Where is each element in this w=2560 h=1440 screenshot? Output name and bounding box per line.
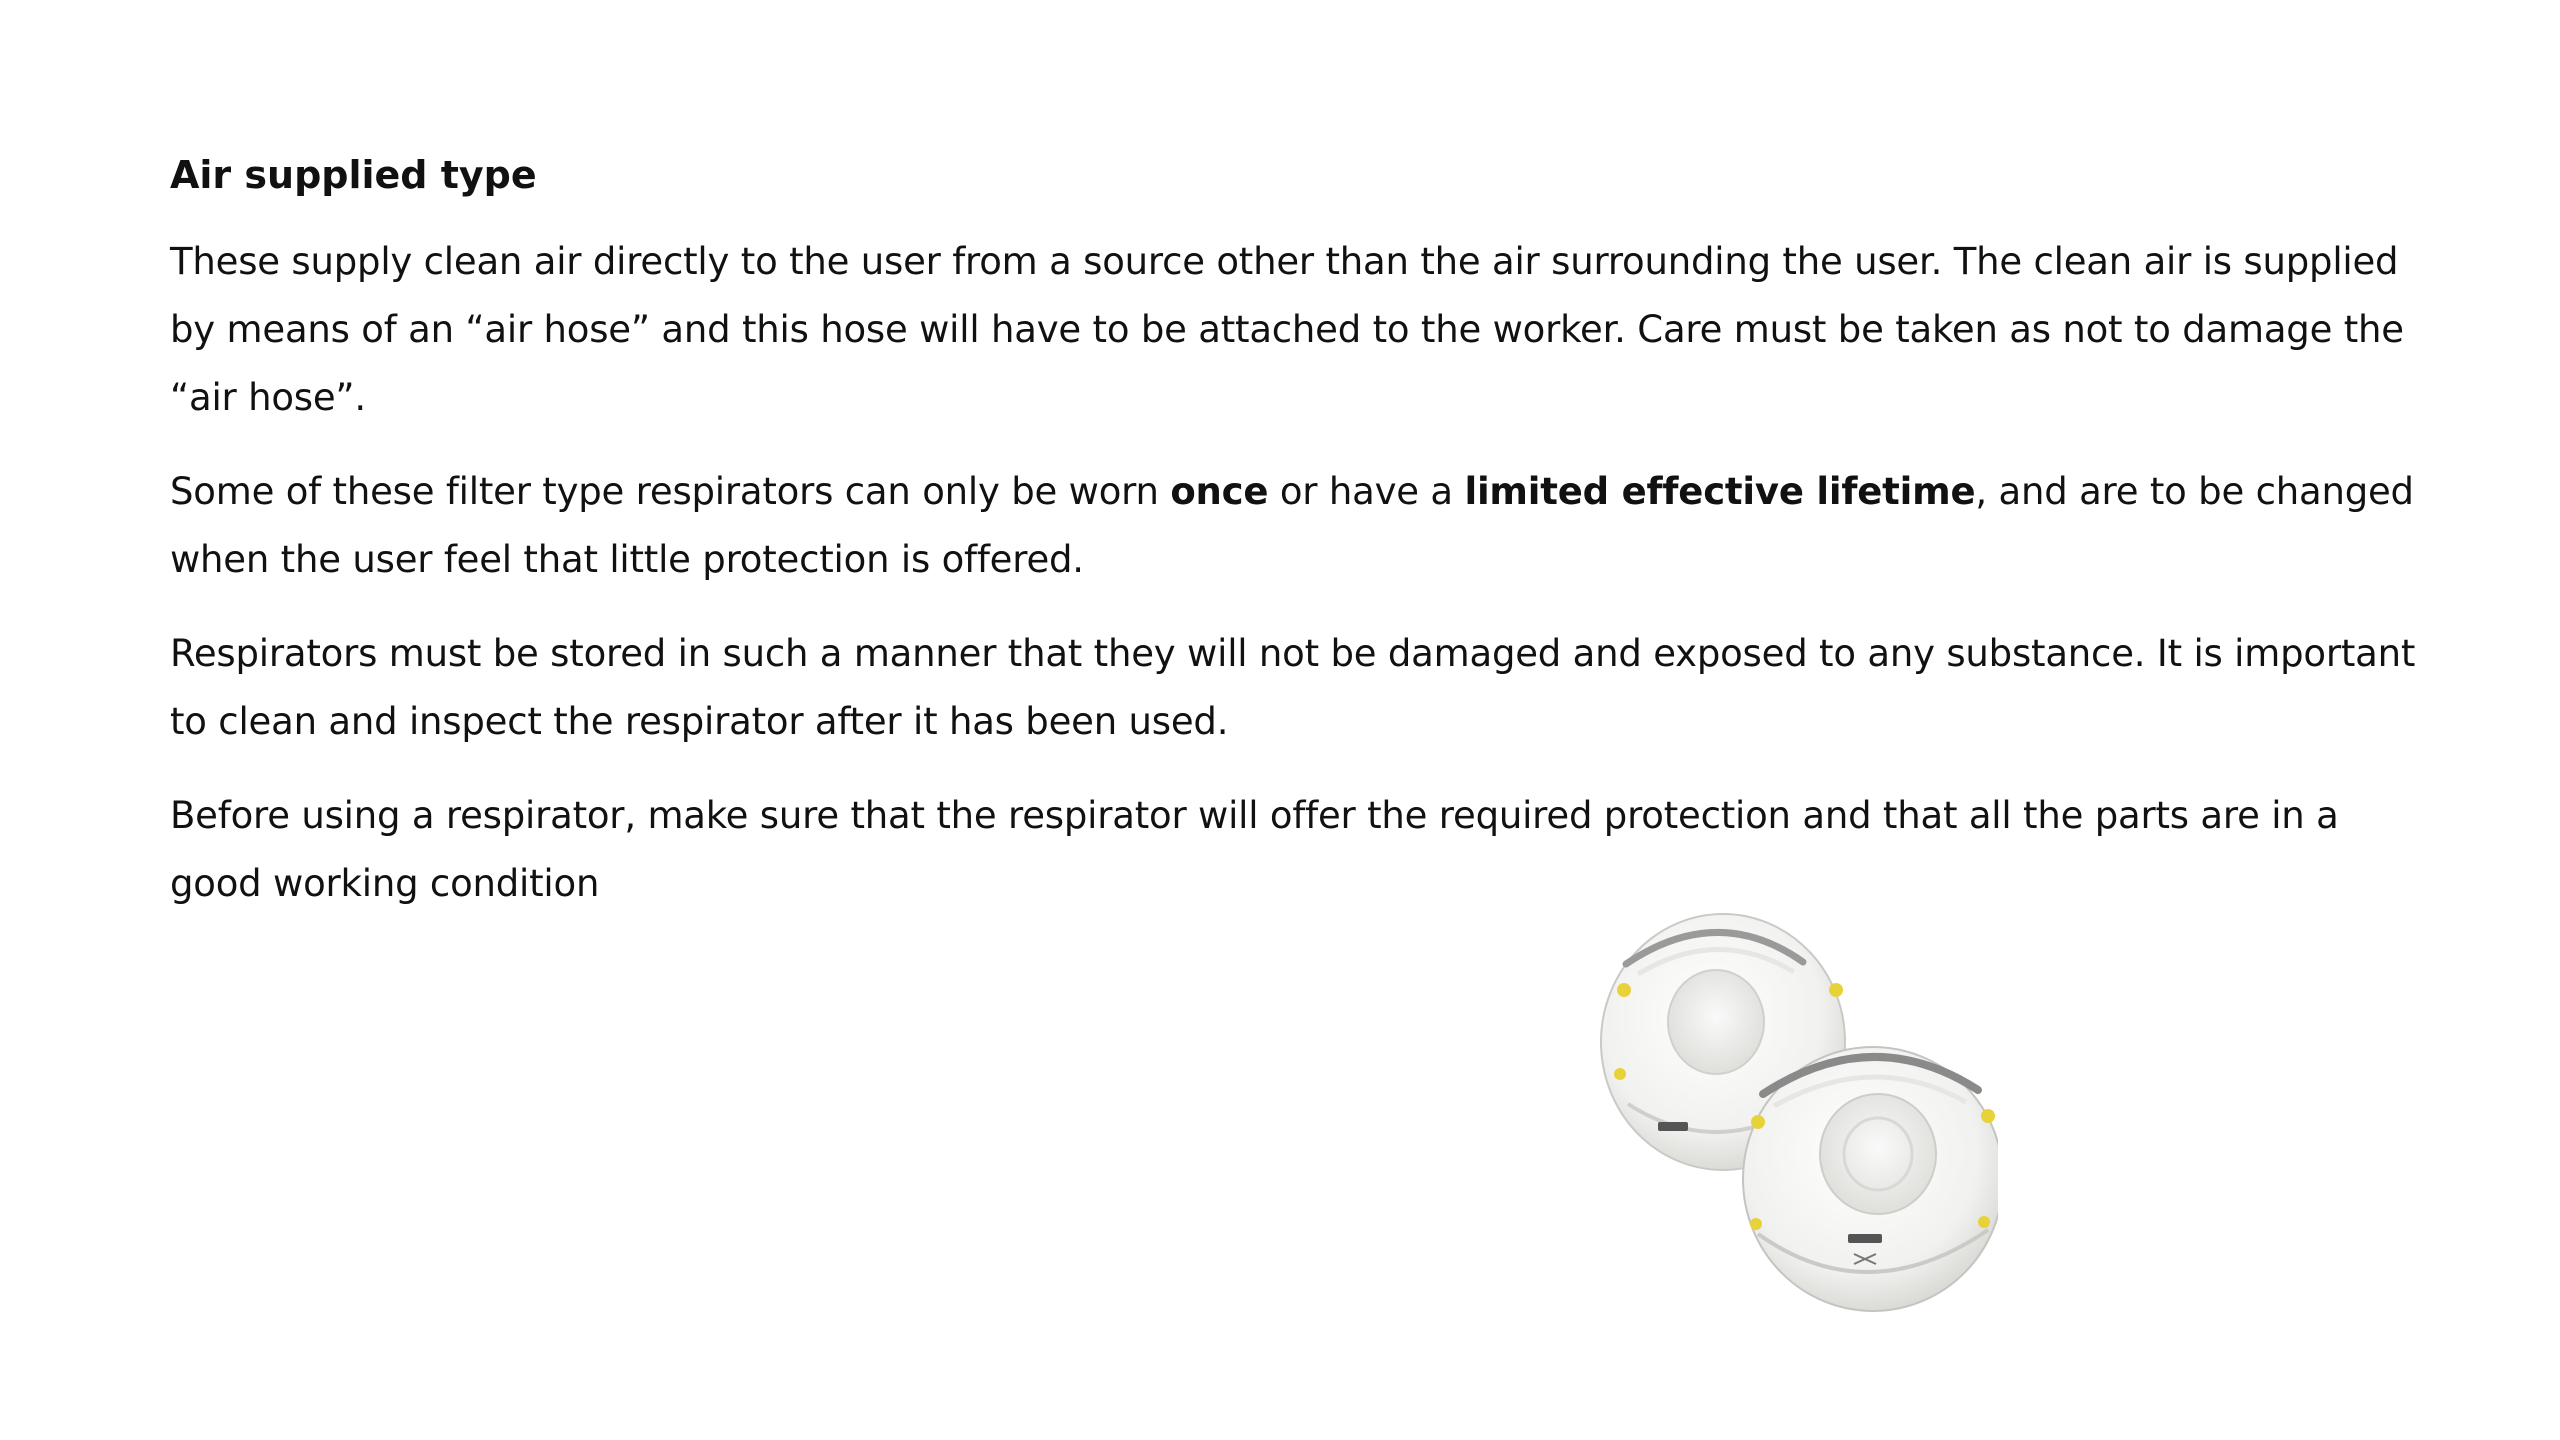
bold-once: once: [1170, 470, 1269, 513]
section-heading: Air supplied type: [170, 153, 537, 197]
text-run: , and are to be changed when the user feel that little protection is offered.: [170, 470, 2414, 581]
respirator-masks-icon: [1598, 904, 1998, 1314]
respirator-masks-image: [1598, 904, 1998, 1314]
paragraph-filter-lifetime: [170, 458, 2430, 594]
paragraph-before-use: Before using a respirator, make sure that the respirator will offer the required protection and that all the parts are in a good working condition: [170, 794, 2339, 905]
text-run: Some of these filter type respirators can only be worn: [170, 470, 1171, 513]
front-mask: [1743, 1047, 1998, 1311]
paragraph-storage: Respirators must be stored in such a manner that they will not be damaged and exposed to any substance. It is important to clean and inspect the respirator after it has been used.: [170, 632, 2416, 743]
paragraph-air-supply: These supply clean air directly to the user from a source other than the air surrounding the user. The clean air is supplied by means of an “air hose” and this hose will have to be attached to the worker. Care must be taken as not to damage the “air hose”.: [170, 240, 2404, 419]
bold-limited-lifetime: limited effective lifetime: [1464, 470, 1976, 513]
text-run: or have a: [1268, 470, 1465, 513]
document-body: [170, 148, 2430, 944]
